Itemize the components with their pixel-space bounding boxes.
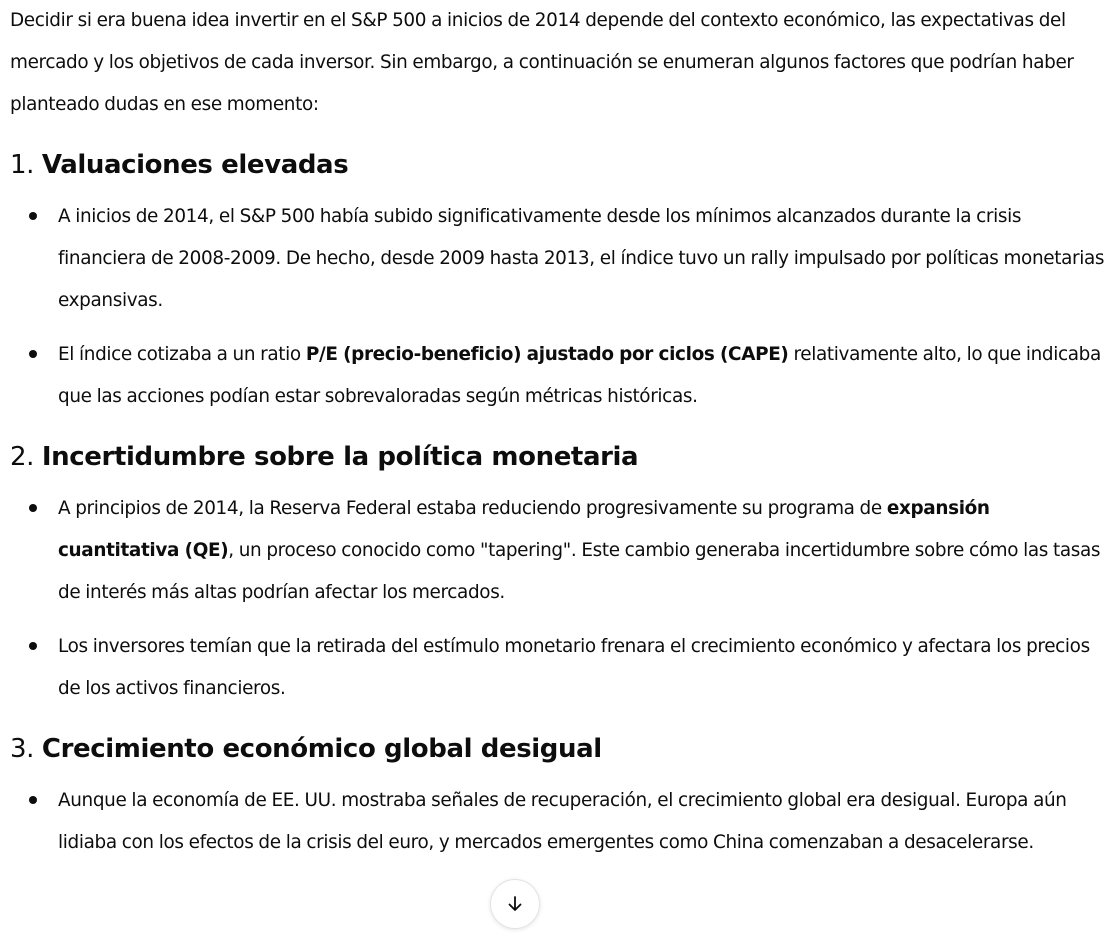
bullet-list bbox=[10, 196, 1106, 418]
section-heading bbox=[10, 730, 1106, 768]
sections-container bbox=[10, 146, 1106, 864]
text-run: relativamente alto, lo que indicaba que las acciones podían estar sobrevaloradas según métricas históricas. bbox=[58, 344, 1101, 407]
bullet-dot-icon bbox=[29, 212, 37, 220]
bold-text: expansión cuantitativa (QE) bbox=[58, 498, 990, 561]
bullet-dot-icon bbox=[29, 504, 37, 512]
section-heading bbox=[10, 438, 1106, 476]
intro-paragraph: Decidir si era buena idea invertir en el S&P 500 a inicios de 2014 depende del contexto económico, las expectativas del mercado y los objetivos de cada inversor. Sin embargo, a continuación se enumeran algunos factores que podrían haber planteado dudas en ese momento: bbox=[10, 10, 1074, 115]
list-item bbox=[10, 334, 1106, 418]
list-item bbox=[10, 488, 1106, 614]
list-item bbox=[10, 196, 1106, 322]
text-run: El índice cotizaba a un ratio bbox=[58, 344, 306, 365]
text-run: A inicios de 2014, el S&P 500 había subido significativamente desde los mínimos alcanzados durante la crisis financiera de 2008-2009. De hecho, desde 2009 hasta 2013, el índice tuvo un rally impulsado por políticas monetarias expansivas. bbox=[58, 206, 1105, 311]
text-run: Aunque la economía de EE. UU. mostraba señales de recuperación, el crecimiento global era desigual. Europa aún lidiaba con los efectos de la crisis del euro, y mercados emergentes como China comenzaban a desacelerarse. bbox=[58, 790, 1067, 853]
text-run: Los inversores temían que la retirada del estímulo monetario frenara el crecimiento económico y afectara los precios de los activos financieros. bbox=[58, 636, 1090, 699]
bullet-list bbox=[10, 488, 1106, 710]
section-title: Valuaciones elevadas bbox=[41, 150, 349, 180]
section-heading bbox=[10, 146, 1106, 184]
bold-text: P/E (precio-beneficio) ajustado por ciclos (CAPE) bbox=[305, 344, 789, 365]
bullet-dot-icon bbox=[29, 796, 37, 804]
text-run: , un proceso conocido como "tapering". Este cambio generaba incertidumbre sobre cómo las tasas de interés más altas podrían afectar los mercados. bbox=[58, 540, 1101, 603]
scroll-to-bottom-button[interactable] bbox=[490, 879, 540, 929]
section-number: 3. bbox=[10, 734, 35, 764]
arrow-down-icon bbox=[505, 894, 525, 914]
section-title: Incertidumbre sobre la política monetaria bbox=[41, 442, 639, 472]
bullet-list bbox=[10, 780, 1106, 864]
list-item bbox=[10, 626, 1106, 710]
list-item bbox=[10, 780, 1106, 864]
text-run: A principios de 2014, la Reserva Federal estaba reduciendo progresivamente su programa de bbox=[58, 498, 887, 519]
bullet-dot-icon bbox=[29, 350, 37, 358]
section-title: Crecimiento económico global desigual bbox=[41, 734, 602, 764]
section-number: 1. bbox=[10, 150, 35, 180]
chat-response bbox=[10, 0, 1106, 876]
section-number: 2. bbox=[10, 442, 35, 472]
bullet-dot-icon bbox=[29, 642, 37, 650]
